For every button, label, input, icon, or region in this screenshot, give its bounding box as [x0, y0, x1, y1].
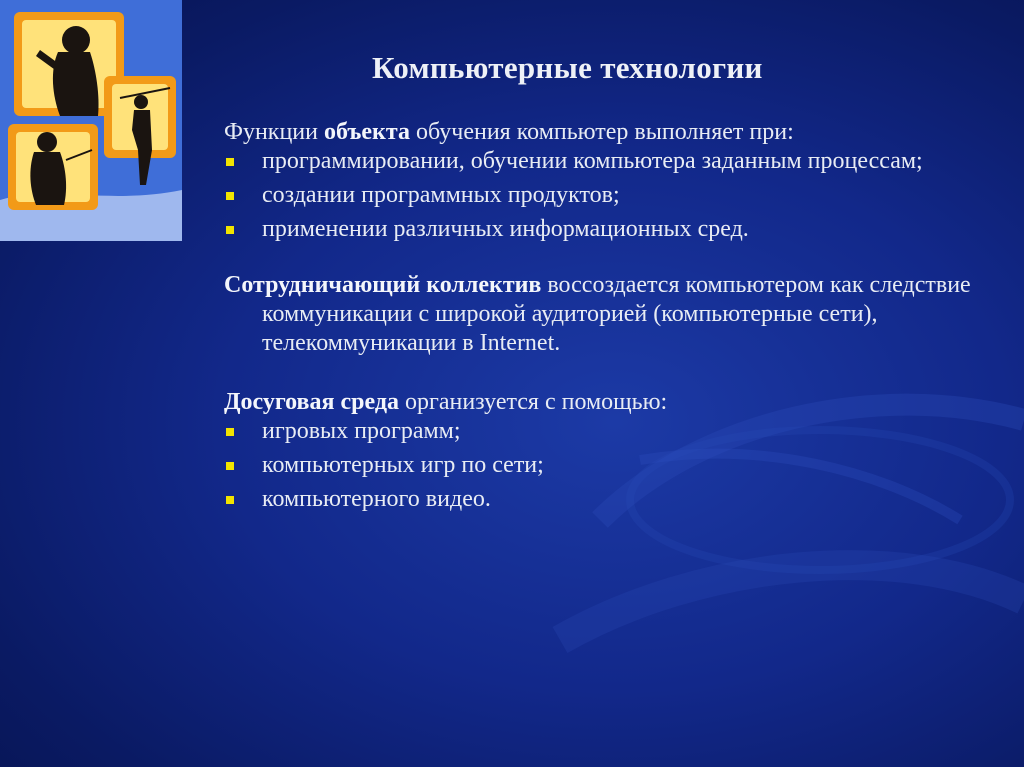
square-bullet-icon: [226, 158, 234, 166]
section-3-heading: [224, 388, 994, 417]
square-bullet-icon: [226, 192, 234, 200]
section-1-bold: объекта: [324, 119, 410, 145]
list-item-text: программировании, обучении компьютера заданным процессам;: [262, 148, 923, 174]
list-item: [224, 215, 994, 244]
list-item: [224, 147, 994, 176]
section-3-bold: Досуговая среда: [224, 389, 399, 415]
section-3-post: организуется с помощью:: [398, 389, 668, 415]
section-2-bold: Сотрудничающий коллектив: [224, 272, 542, 298]
section-1-heading: [224, 118, 994, 147]
list-item: [224, 485, 994, 514]
square-bullet-icon: [226, 496, 234, 504]
section-2-post: воссоздается компьютером как следствие коммуникации с широкой аудиторией (компьютерные сети), телекоммуникации в Internet.: [262, 272, 971, 356]
section-3-list: [224, 417, 994, 514]
list-item-text: игровых программ;: [262, 418, 461, 444]
section-1-list: [224, 147, 994, 244]
list-item: [224, 181, 994, 210]
teaching-silhouettes-logo: [0, 0, 182, 241]
square-bullet-icon: [226, 428, 234, 436]
slide-body: [224, 118, 994, 514]
list-item-text: компьютерного видео.: [262, 486, 491, 512]
section-1-pre: Функции: [224, 119, 324, 145]
list-item: [224, 417, 994, 446]
slide-title: Компьютерные технологии: [372, 50, 763, 85]
list-item: [224, 451, 994, 480]
list-item-text: компьютерных игр по сети;: [262, 452, 544, 478]
section-1-post: обучения компьютер выполняет при:: [409, 119, 794, 145]
section-2-paragraph: [224, 271, 994, 358]
list-item-text: создании программных продуктов;: [262, 182, 620, 208]
square-bullet-icon: [226, 226, 234, 234]
list-item-text: применении различных информационных сред.: [262, 216, 749, 242]
square-bullet-icon: [226, 462, 234, 470]
